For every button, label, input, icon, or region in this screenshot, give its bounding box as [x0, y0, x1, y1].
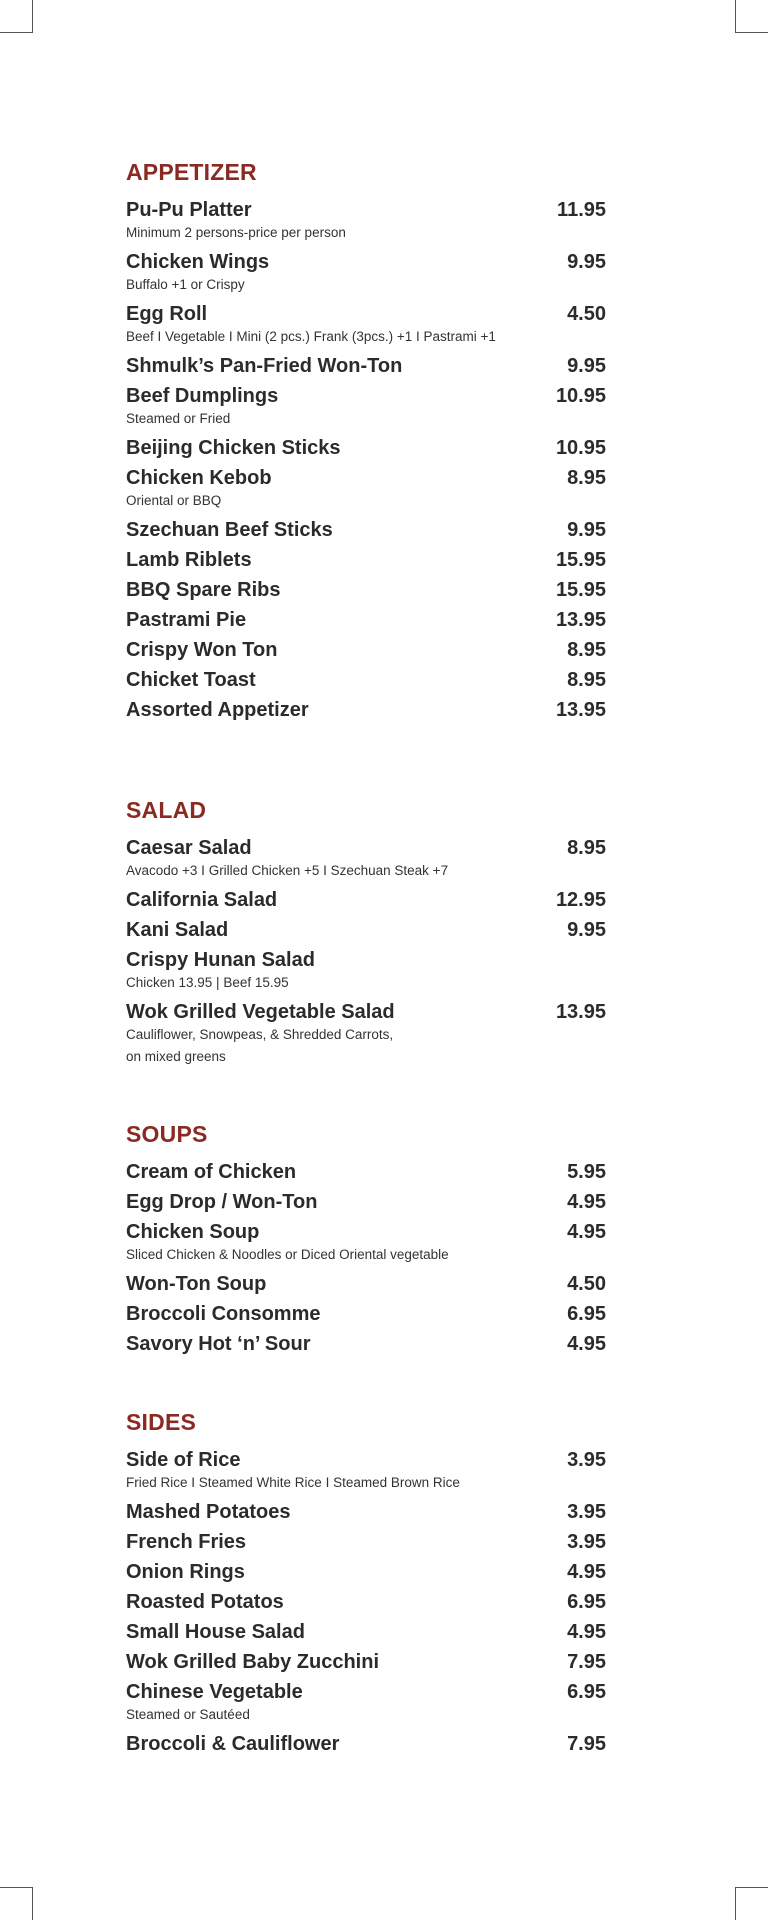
menu-item	[126, 302, 606, 348]
menu-item	[126, 384, 606, 430]
menu-item	[126, 1560, 606, 1584]
menu-item-text	[126, 1000, 395, 1068]
menu-item-name: Broccoli & Cauliflower	[126, 1733, 340, 1755]
menu-item-text	[126, 1732, 339, 1756]
menu-item-name: Egg Drop / Won-Ton	[126, 1191, 318, 1213]
menu-section-sides	[126, 1406, 606, 1756]
menu-item	[126, 1272, 606, 1296]
section-title: SALAD	[126, 797, 207, 823]
menu-item-description: Fried Rice I Steamed White Rice I Steamed Brown Rice	[126, 1475, 460, 1490]
menu-item-price: 4.95	[567, 1561, 606, 1583]
menu-item-text	[126, 1448, 460, 1494]
menu-item-description: Oriental or BBQ	[126, 493, 222, 508]
menu-item-text	[126, 1620, 305, 1644]
menu-item-price: 6.95	[567, 1303, 606, 1325]
menu-item	[126, 948, 606, 994]
menu-item	[126, 608, 606, 632]
menu-item-price: 12.95	[555, 889, 606, 911]
menu-item-price: 4.95	[567, 1621, 606, 1643]
menu-item-text	[126, 1332, 310, 1356]
menu-item-name: Onion Rings	[126, 1561, 245, 1583]
menu-item-name: Shmulk’s Pan-Fried Won-Ton	[126, 355, 403, 377]
menu-item-name: Savory Hot ‘n’ Sour	[126, 1333, 311, 1355]
menu-item-name: Won-Ton Soup	[126, 1273, 267, 1295]
menu-item	[126, 1590, 606, 1614]
menu-item	[126, 436, 606, 460]
menu-item	[126, 1448, 606, 1494]
menu-item-price: 4.50	[567, 303, 606, 325]
menu-item	[126, 518, 606, 542]
menu-item	[126, 1680, 606, 1726]
menu-item-description: on mixed greens	[126, 1049, 226, 1064]
menu-item-name: Pu-Pu Platter	[126, 199, 252, 221]
menu-item-name: Assorted Appetizer	[126, 699, 309, 721]
menu-item-price: 3.95	[567, 1449, 606, 1471]
menu-item-name: Kani Salad	[126, 919, 229, 941]
menu-item-text	[126, 250, 269, 296]
menu-item-name: Beijing Chicken Sticks	[126, 437, 341, 459]
menu-item-text	[126, 836, 448, 882]
menu-item-price: 7.95	[567, 1651, 606, 1673]
menu-item-price: 15.95	[555, 579, 606, 601]
menu-item-text	[126, 918, 228, 942]
menu-item-price: 4.95	[567, 1333, 606, 1355]
menu-item-price: 9.95	[567, 251, 606, 273]
menu-item	[126, 198, 606, 244]
menu-item-description: Avacodo +3 I Grilled Chicken +5 I Szechuan Steak +7	[126, 863, 449, 878]
menu-item-text	[126, 518, 333, 542]
menu-item-name: Chicket Toast	[126, 669, 256, 691]
menu-item-text	[126, 384, 278, 430]
menu-item-text	[126, 436, 341, 460]
menu-item	[126, 548, 606, 572]
menu-item	[126, 698, 606, 722]
menu-item-price: 4.95	[567, 1221, 606, 1243]
menu-item-price: 10.95	[555, 437, 606, 459]
menu-item-name: BBQ Spare Ribs	[126, 579, 281, 601]
menu-item-description: Cauliflower, Snowpeas, & Shredded Carrots,	[126, 1027, 394, 1042]
menu-item-price: 13.95	[555, 609, 606, 631]
menu-item-text	[126, 1500, 290, 1524]
menu-item-description: Steamed or Fried	[126, 411, 231, 426]
menu-item-text	[126, 608, 246, 632]
menu-item	[126, 1190, 606, 1214]
crop-mark-top-left	[0, 0, 33, 33]
menu-item-text	[126, 948, 315, 994]
menu-item-name: Side of Rice	[126, 1449, 241, 1471]
menu-item-name: Chinese Vegetable	[126, 1681, 303, 1703]
menu-item-description: Chicken 13.95 | Beef 15.95	[126, 975, 289, 990]
menu-item-text	[126, 466, 272, 512]
section-title: SIDES	[126, 1409, 197, 1435]
menu-item-text	[126, 1560, 245, 1584]
menu-item-name: Szechuan Beef Sticks	[126, 519, 333, 541]
menu-item-price: 8.95	[567, 467, 606, 489]
menu-item-name: Wok Grilled Baby Zucchini	[126, 1651, 380, 1673]
menu-item-name: Egg Roll	[126, 303, 208, 325]
menu-item-price: 9.95	[567, 519, 606, 541]
menu-item-text	[126, 1190, 317, 1214]
menu-item-text	[126, 1302, 320, 1326]
menu-item-text	[126, 354, 402, 378]
menu-item	[126, 250, 606, 296]
menu-item-name: Chicken Kebob	[126, 467, 272, 489]
menu-item-price: 5.95	[567, 1161, 606, 1183]
menu-item	[126, 1620, 606, 1644]
menu-section-salad	[126, 794, 606, 1068]
menu-item	[126, 1530, 606, 1554]
menu-item-name: California Salad	[126, 889, 278, 911]
menu-item-description: Minimum 2 persons-price per person	[126, 225, 346, 240]
menu-item	[126, 354, 606, 378]
menu-item-text	[126, 578, 280, 602]
menu-item-text	[126, 1590, 284, 1614]
menu-section-soups	[126, 1118, 606, 1356]
menu-item-text	[126, 1680, 303, 1726]
menu-item-description: Buffalo +1 or Crispy	[126, 277, 245, 292]
menu-item-text	[126, 302, 496, 348]
menu-item	[126, 1302, 606, 1326]
menu-item-name: Crispy Hunan Salad	[126, 949, 315, 971]
menu-item-name: Roasted Potatos	[126, 1591, 284, 1613]
menu-item-text	[126, 1650, 379, 1674]
menu-item-price: 10.95	[555, 385, 606, 407]
menu-item	[126, 466, 606, 512]
menu-item-price: 8.95	[567, 639, 606, 661]
menu-item-text	[126, 1272, 266, 1296]
menu-item-name: Chicken Soup	[126, 1221, 260, 1243]
menu-item-price: 8.95	[567, 669, 606, 691]
menu-item-description: Sliced Chicken & Noodles or Diced Oriental vegetable	[126, 1247, 449, 1262]
menu-item-name: Cream of Chicken	[126, 1161, 297, 1183]
menu-item-price: 13.95	[555, 699, 606, 721]
section-title: APPETIZER	[126, 159, 257, 185]
menu-item	[126, 1500, 606, 1524]
menu-item-price: 6.95	[567, 1591, 606, 1613]
menu-item-price: 4.95	[567, 1191, 606, 1213]
menu-item-price: 3.95	[567, 1531, 606, 1553]
menu-item-name: Pastrami Pie	[126, 609, 247, 631]
crop-mark-bottom-left	[0, 1887, 33, 1920]
menu-item-name: Chicken Wings	[126, 251, 270, 273]
menu-item-description: Beef I Vegetable I Mini (2 pcs.) Frank (3pcs.) +1 I Pastrami +1	[126, 329, 496, 344]
menu-item	[126, 668, 606, 692]
section-title: SOUPS	[126, 1121, 208, 1147]
menu-item	[126, 918, 606, 942]
menu-item-price: 3.95	[567, 1501, 606, 1523]
menu-item-price: 6.95	[567, 1681, 606, 1703]
menu-item	[126, 1332, 606, 1356]
menu-item-price: 11.95	[557, 199, 606, 221]
menu-item-text	[126, 1160, 296, 1184]
menu-item-text	[126, 1530, 246, 1554]
menu-item-price: 7.95	[567, 1733, 606, 1755]
menu-item-name: Beef Dumplings	[126, 385, 279, 407]
menu-item	[126, 578, 606, 602]
menu-item	[126, 1220, 606, 1266]
menu-item-text	[126, 668, 256, 692]
menu-item-price: 4.50	[567, 1273, 606, 1295]
menu-item-price: 8.95	[567, 837, 606, 859]
menu-item-price: 9.95	[567, 355, 606, 377]
menu-item-name: Broccoli Consomme	[126, 1303, 321, 1325]
menu-item-price: 13.95	[555, 1001, 606, 1023]
menu-item	[126, 836, 606, 882]
menu-item-name: French Fries	[126, 1531, 247, 1553]
menu-item	[126, 1160, 606, 1184]
menu-item-text	[126, 548, 252, 572]
menu-item-name: Wok Grilled Vegetable Salad	[126, 1001, 395, 1023]
crop-mark-bottom-right	[735, 1887, 768, 1920]
menu-item	[126, 1650, 606, 1674]
menu-item	[126, 1000, 606, 1068]
menu-item	[126, 638, 606, 662]
menu-item-name: Crispy Won Ton	[126, 639, 278, 661]
menu-item-text	[126, 1220, 449, 1266]
menu-item-text	[126, 638, 277, 662]
menu-item-name: Small House Salad	[126, 1621, 305, 1643]
menu-page	[126, 156, 606, 1806]
menu-item-description: Steamed or Sautéed	[126, 1707, 250, 1722]
menu-section-appetizer	[126, 156, 606, 722]
menu-item	[126, 888, 606, 912]
menu-item-text	[126, 888, 277, 912]
crop-mark-top-right	[735, 0, 768, 33]
menu-item-price: 9.95	[567, 919, 606, 941]
menu-item-text	[126, 198, 346, 244]
menu-item-name: Lamb Riblets	[126, 549, 252, 571]
menu-item-name: Caesar Salad	[126, 837, 252, 859]
menu-item-text	[126, 698, 309, 722]
menu-item-name: Mashed Potatoes	[126, 1501, 291, 1523]
menu-item	[126, 1732, 606, 1756]
menu-item-price: 15.95	[555, 549, 606, 571]
